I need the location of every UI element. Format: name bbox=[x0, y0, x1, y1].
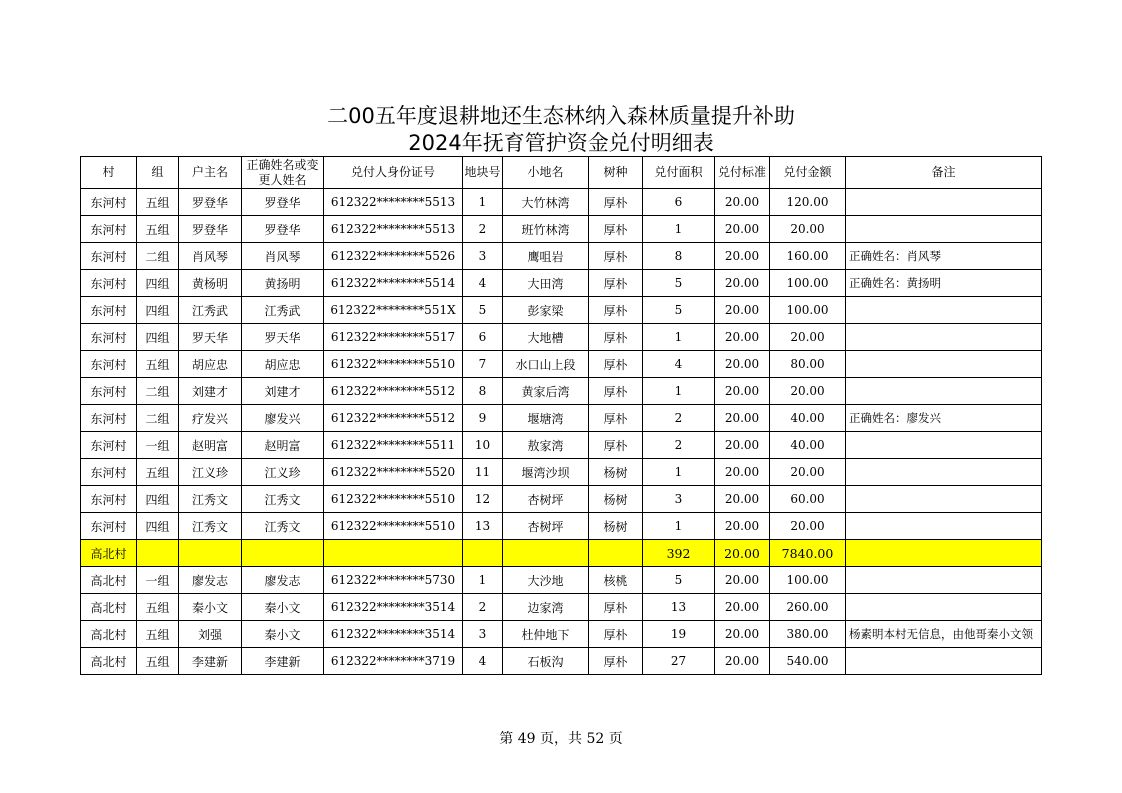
cell-remarks bbox=[846, 486, 1042, 513]
cell-tree-species: 杨树 bbox=[589, 486, 643, 513]
cell-amount: 100.00 bbox=[770, 567, 846, 594]
cell-plot-no: 11 bbox=[463, 459, 503, 486]
cell-householder: 罗登华 bbox=[179, 216, 242, 243]
cell-area: 2 bbox=[643, 432, 715, 459]
cell-standard: 20.00 bbox=[715, 540, 770, 567]
cell-village: 东河村 bbox=[81, 216, 137, 243]
cell-area: 3 bbox=[643, 486, 715, 513]
cell-place-name: 堰塘湾 bbox=[503, 405, 589, 432]
cell-group: 二组 bbox=[137, 405, 179, 432]
cell-plot-no: 4 bbox=[463, 648, 503, 675]
col-header-householder: 户主名 bbox=[179, 157, 242, 189]
col-header-correct-name: 正确姓名或变更人姓名 bbox=[242, 157, 324, 189]
cell-group: 四组 bbox=[137, 513, 179, 540]
cell-plot-no: 2 bbox=[463, 594, 503, 621]
cell-remarks bbox=[846, 567, 1042, 594]
cell-correct-name: 黄扬明 bbox=[242, 270, 324, 297]
cell-standard: 20.00 bbox=[715, 459, 770, 486]
cell-id-number: 612322********5510 bbox=[324, 351, 463, 378]
cell-village: 东河村 bbox=[81, 513, 137, 540]
cell-amount: 20.00 bbox=[770, 378, 846, 405]
cell-remarks bbox=[846, 594, 1042, 621]
cell-remarks bbox=[846, 459, 1042, 486]
cell-id-number: 612322********5514 bbox=[324, 270, 463, 297]
cell-remarks: 正确姓名：黄扬明 bbox=[846, 270, 1042, 297]
cell-amount: 80.00 bbox=[770, 351, 846, 378]
cell-village: 东河村 bbox=[81, 351, 137, 378]
cell-correct-name: 江秀文 bbox=[242, 513, 324, 540]
cell-village: 东河村 bbox=[81, 459, 137, 486]
cell-group: 五组 bbox=[137, 648, 179, 675]
cell-tree-species: 杨树 bbox=[589, 459, 643, 486]
cell-group: 四组 bbox=[137, 486, 179, 513]
table-row bbox=[81, 216, 1042, 243]
cell-tree-species bbox=[589, 540, 643, 567]
cell-tree-species: 厚朴 bbox=[589, 243, 643, 270]
cell-group: 五组 bbox=[137, 594, 179, 621]
cell-plot-no: 10 bbox=[463, 432, 503, 459]
col-header-amount: 兑付金额 bbox=[770, 157, 846, 189]
cell-correct-name: 罗天华 bbox=[242, 324, 324, 351]
cell-area: 8 bbox=[643, 243, 715, 270]
cell-amount: 60.00 bbox=[770, 486, 846, 513]
cell-householder: 江义珍 bbox=[179, 459, 242, 486]
table-row bbox=[81, 648, 1042, 675]
cell-correct-name: 秦小文 bbox=[242, 621, 324, 648]
cell-correct-name: 胡应忠 bbox=[242, 351, 324, 378]
cell-plot-no: 1 bbox=[463, 189, 503, 216]
cell-plot-no bbox=[463, 540, 503, 567]
cell-tree-species: 厚朴 bbox=[589, 351, 643, 378]
col-header-place-name: 小地名 bbox=[503, 157, 589, 189]
cell-standard: 20.00 bbox=[715, 189, 770, 216]
cell-amount: 20.00 bbox=[770, 513, 846, 540]
col-header-area: 兑付面积 bbox=[643, 157, 715, 189]
cell-area: 2 bbox=[643, 405, 715, 432]
cell-remarks bbox=[846, 189, 1042, 216]
cell-correct-name bbox=[242, 540, 324, 567]
cell-id-number: 612322********5510 bbox=[324, 513, 463, 540]
col-header-tree-species: 树种 bbox=[589, 157, 643, 189]
cell-correct-name: 李建新 bbox=[242, 648, 324, 675]
cell-tree-species: 杨树 bbox=[589, 513, 643, 540]
col-header-group: 组 bbox=[137, 157, 179, 189]
cell-plot-no: 2 bbox=[463, 216, 503, 243]
cell-place-name: 黄家后湾 bbox=[503, 378, 589, 405]
col-header-remarks: 备注 bbox=[846, 157, 1042, 189]
cell-group: 五组 bbox=[137, 351, 179, 378]
subtotal-row bbox=[81, 540, 1042, 567]
payment-detail-table bbox=[80, 156, 1042, 675]
table-row bbox=[81, 324, 1042, 351]
cell-area: 27 bbox=[643, 648, 715, 675]
cell-householder: 罗登华 bbox=[179, 189, 242, 216]
cell-plot-no: 6 bbox=[463, 324, 503, 351]
cell-householder: 李建新 bbox=[179, 648, 242, 675]
cell-place-name bbox=[503, 540, 589, 567]
table-row bbox=[81, 567, 1042, 594]
cell-correct-name: 罗登华 bbox=[242, 189, 324, 216]
cell-remarks bbox=[846, 297, 1042, 324]
cell-standard: 20.00 bbox=[715, 648, 770, 675]
cell-householder: 刘建才 bbox=[179, 378, 242, 405]
cell-remarks: 杨素明本村无信息，由他哥秦小文领 bbox=[846, 621, 1042, 648]
cell-correct-name: 肖风琴 bbox=[242, 243, 324, 270]
cell-id-number: 612322********5517 bbox=[324, 324, 463, 351]
cell-group bbox=[137, 540, 179, 567]
table-row bbox=[81, 459, 1042, 486]
table-row bbox=[81, 378, 1042, 405]
cell-householder: 黄杨明 bbox=[179, 270, 242, 297]
cell-group: 四组 bbox=[137, 270, 179, 297]
cell-group: 五组 bbox=[137, 216, 179, 243]
cell-id-number bbox=[324, 540, 463, 567]
page-title-line2: 2024年抚育管护资金兑付明细表 bbox=[408, 131, 714, 155]
cell-householder: 赵明富 bbox=[179, 432, 242, 459]
cell-remarks bbox=[846, 324, 1042, 351]
cell-area: 392 bbox=[643, 540, 715, 567]
cell-remarks: 正确姓名：廖发兴 bbox=[846, 405, 1042, 432]
cell-group: 四组 bbox=[137, 297, 179, 324]
cell-group: 五组 bbox=[137, 189, 179, 216]
cell-correct-name: 赵明富 bbox=[242, 432, 324, 459]
cell-standard: 20.00 bbox=[715, 405, 770, 432]
cell-householder: 肖风琴 bbox=[179, 243, 242, 270]
col-header-plot-no: 地块号 bbox=[463, 157, 503, 189]
cell-householder: 江秀文 bbox=[179, 486, 242, 513]
cell-remarks bbox=[846, 216, 1042, 243]
table-row bbox=[81, 621, 1042, 648]
cell-amount: 380.00 bbox=[770, 621, 846, 648]
cell-area: 6 bbox=[643, 189, 715, 216]
cell-correct-name: 廖发兴 bbox=[242, 405, 324, 432]
cell-id-number: 612322********5520 bbox=[324, 459, 463, 486]
table-row bbox=[81, 486, 1042, 513]
cell-group: 一组 bbox=[137, 567, 179, 594]
cell-place-name: 水口山上段 bbox=[503, 351, 589, 378]
cell-area: 1 bbox=[643, 216, 715, 243]
cell-amount: 120.00 bbox=[770, 189, 846, 216]
cell-plot-no: 4 bbox=[463, 270, 503, 297]
cell-tree-species: 厚朴 bbox=[589, 378, 643, 405]
cell-plot-no: 9 bbox=[463, 405, 503, 432]
table-row bbox=[81, 405, 1042, 432]
cell-place-name: 大地槽 bbox=[503, 324, 589, 351]
cell-village: 东河村 bbox=[81, 189, 137, 216]
cell-village: 东河村 bbox=[81, 270, 137, 297]
cell-place-name: 堰湾沙坝 bbox=[503, 459, 589, 486]
cell-id-number: 612322********3514 bbox=[324, 594, 463, 621]
cell-plot-no: 1 bbox=[463, 567, 503, 594]
page-footer: 第 49 页，共 52 页 bbox=[499, 731, 623, 747]
cell-area: 5 bbox=[643, 270, 715, 297]
cell-id-number: 612322********5511 bbox=[324, 432, 463, 459]
table-header-row bbox=[81, 157, 1042, 189]
cell-place-name: 大田湾 bbox=[503, 270, 589, 297]
cell-standard: 20.00 bbox=[715, 378, 770, 405]
cell-area: 19 bbox=[643, 621, 715, 648]
col-header-id-number: 兑付人身份证号 bbox=[324, 157, 463, 189]
cell-remarks bbox=[846, 540, 1042, 567]
cell-plot-no: 13 bbox=[463, 513, 503, 540]
cell-amount: 260.00 bbox=[770, 594, 846, 621]
cell-tree-species: 厚朴 bbox=[589, 216, 643, 243]
cell-place-name: 杜仲地下 bbox=[503, 621, 589, 648]
cell-area: 5 bbox=[643, 567, 715, 594]
cell-village: 东河村 bbox=[81, 324, 137, 351]
cell-correct-name: 廖发志 bbox=[242, 567, 324, 594]
cell-plot-no: 8 bbox=[463, 378, 503, 405]
cell-plot-no: 3 bbox=[463, 621, 503, 648]
cell-standard: 20.00 bbox=[715, 621, 770, 648]
cell-standard: 20.00 bbox=[715, 270, 770, 297]
cell-area: 1 bbox=[643, 324, 715, 351]
cell-householder: 疗发兴 bbox=[179, 405, 242, 432]
cell-village: 高北村 bbox=[81, 621, 137, 648]
col-header-village: 村 bbox=[81, 157, 137, 189]
cell-tree-species: 厚朴 bbox=[589, 621, 643, 648]
cell-area: 1 bbox=[643, 513, 715, 540]
cell-village: 东河村 bbox=[81, 432, 137, 459]
cell-plot-no: 7 bbox=[463, 351, 503, 378]
cell-id-number: 612322********551X bbox=[324, 297, 463, 324]
cell-amount: 100.00 bbox=[770, 270, 846, 297]
cell-village: 高北村 bbox=[81, 540, 137, 567]
cell-area: 4 bbox=[643, 351, 715, 378]
cell-plot-no: 3 bbox=[463, 243, 503, 270]
cell-standard: 20.00 bbox=[715, 216, 770, 243]
cell-village: 东河村 bbox=[81, 486, 137, 513]
cell-remarks bbox=[846, 351, 1042, 378]
cell-village: 东河村 bbox=[81, 378, 137, 405]
cell-place-name: 大沙地 bbox=[503, 567, 589, 594]
cell-remarks bbox=[846, 378, 1042, 405]
cell-tree-species: 厚朴 bbox=[589, 324, 643, 351]
cell-area: 5 bbox=[643, 297, 715, 324]
cell-id-number: 612322********5513 bbox=[324, 189, 463, 216]
cell-householder: 江秀武 bbox=[179, 297, 242, 324]
cell-place-name: 石板沟 bbox=[503, 648, 589, 675]
cell-amount: 100.00 bbox=[770, 297, 846, 324]
cell-householder bbox=[179, 540, 242, 567]
cell-place-name: 鹰咀岩 bbox=[503, 243, 589, 270]
cell-village: 东河村 bbox=[81, 243, 137, 270]
cell-amount: 20.00 bbox=[770, 459, 846, 486]
cell-area: 1 bbox=[643, 378, 715, 405]
table-row bbox=[81, 243, 1042, 270]
cell-id-number: 612322********5513 bbox=[324, 216, 463, 243]
table-row bbox=[81, 432, 1042, 459]
cell-place-name: 边家湾 bbox=[503, 594, 589, 621]
cell-group: 二组 bbox=[137, 378, 179, 405]
cell-village: 高北村 bbox=[81, 594, 137, 621]
cell-place-name: 大竹林湾 bbox=[503, 189, 589, 216]
cell-area: 1 bbox=[643, 459, 715, 486]
cell-standard: 20.00 bbox=[715, 432, 770, 459]
cell-group: 二组 bbox=[137, 243, 179, 270]
cell-amount: 20.00 bbox=[770, 324, 846, 351]
cell-correct-name: 秦小文 bbox=[242, 594, 324, 621]
cell-amount: 160.00 bbox=[770, 243, 846, 270]
cell-standard: 20.00 bbox=[715, 324, 770, 351]
cell-place-name: 杏树坪 bbox=[503, 486, 589, 513]
cell-plot-no: 12 bbox=[463, 486, 503, 513]
cell-id-number: 612322********3514 bbox=[324, 621, 463, 648]
cell-place-name: 敖家湾 bbox=[503, 432, 589, 459]
cell-id-number: 612322********5512 bbox=[324, 405, 463, 432]
cell-householder: 胡应忠 bbox=[179, 351, 242, 378]
cell-village: 高北村 bbox=[81, 567, 137, 594]
table-row bbox=[81, 297, 1042, 324]
table-row bbox=[81, 351, 1042, 378]
cell-remarks bbox=[846, 432, 1042, 459]
cell-id-number: 612322********5512 bbox=[324, 378, 463, 405]
cell-id-number: 612322********3719 bbox=[324, 648, 463, 675]
cell-remarks bbox=[846, 648, 1042, 675]
cell-householder: 廖发志 bbox=[179, 567, 242, 594]
table-row bbox=[81, 513, 1042, 540]
cell-householder: 秦小文 bbox=[179, 594, 242, 621]
col-header-standard: 兑付标准 bbox=[715, 157, 770, 189]
cell-id-number: 612322********5526 bbox=[324, 243, 463, 270]
cell-group: 五组 bbox=[137, 459, 179, 486]
cell-amount: 20.00 bbox=[770, 216, 846, 243]
cell-tree-species: 厚朴 bbox=[589, 270, 643, 297]
cell-tree-species: 厚朴 bbox=[589, 189, 643, 216]
cell-plot-no: 5 bbox=[463, 297, 503, 324]
cell-standard: 20.00 bbox=[715, 297, 770, 324]
cell-place-name: 班竹林湾 bbox=[503, 216, 589, 243]
cell-householder: 江秀文 bbox=[179, 513, 242, 540]
cell-amount: 7840.00 bbox=[770, 540, 846, 567]
cell-tree-species: 厚朴 bbox=[589, 405, 643, 432]
cell-correct-name: 江义珍 bbox=[242, 459, 324, 486]
cell-group: 四组 bbox=[137, 324, 179, 351]
cell-place-name: 杏树坪 bbox=[503, 513, 589, 540]
cell-tree-species: 厚朴 bbox=[589, 432, 643, 459]
cell-id-number: 612322********5730 bbox=[324, 567, 463, 594]
table-row bbox=[81, 594, 1042, 621]
table-row bbox=[81, 270, 1042, 297]
cell-standard: 20.00 bbox=[715, 594, 770, 621]
cell-tree-species: 核桃 bbox=[589, 567, 643, 594]
cell-area: 13 bbox=[643, 594, 715, 621]
cell-tree-species: 厚朴 bbox=[589, 648, 643, 675]
cell-correct-name: 刘建才 bbox=[242, 378, 324, 405]
cell-householder: 刘强 bbox=[179, 621, 242, 648]
cell-correct-name: 江秀文 bbox=[242, 486, 324, 513]
cell-group: 一组 bbox=[137, 432, 179, 459]
cell-tree-species: 厚朴 bbox=[589, 297, 643, 324]
cell-remarks bbox=[846, 513, 1042, 540]
cell-amount: 40.00 bbox=[770, 405, 846, 432]
cell-remarks: 正确姓名：肖风琴 bbox=[846, 243, 1042, 270]
cell-place-name: 彭家梁 bbox=[503, 297, 589, 324]
cell-village: 东河村 bbox=[81, 297, 137, 324]
cell-tree-species: 厚朴 bbox=[589, 594, 643, 621]
cell-standard: 20.00 bbox=[715, 486, 770, 513]
cell-standard: 20.00 bbox=[715, 243, 770, 270]
cell-householder: 罗天华 bbox=[179, 324, 242, 351]
table-row bbox=[81, 189, 1042, 216]
cell-village: 东河村 bbox=[81, 405, 137, 432]
cell-amount: 40.00 bbox=[770, 432, 846, 459]
cell-village: 高北村 bbox=[81, 648, 137, 675]
cell-standard: 20.00 bbox=[715, 567, 770, 594]
cell-id-number: 612322********5510 bbox=[324, 486, 463, 513]
page-title-line1: 二00五年度退耕地还生态林纳入森林质量提升补助 bbox=[327, 104, 795, 128]
cell-standard: 20.00 bbox=[715, 351, 770, 378]
cell-group: 五组 bbox=[137, 621, 179, 648]
cell-amount: 540.00 bbox=[770, 648, 846, 675]
cell-standard: 20.00 bbox=[715, 513, 770, 540]
cell-correct-name: 罗登华 bbox=[242, 216, 324, 243]
cell-correct-name: 江秀武 bbox=[242, 297, 324, 324]
